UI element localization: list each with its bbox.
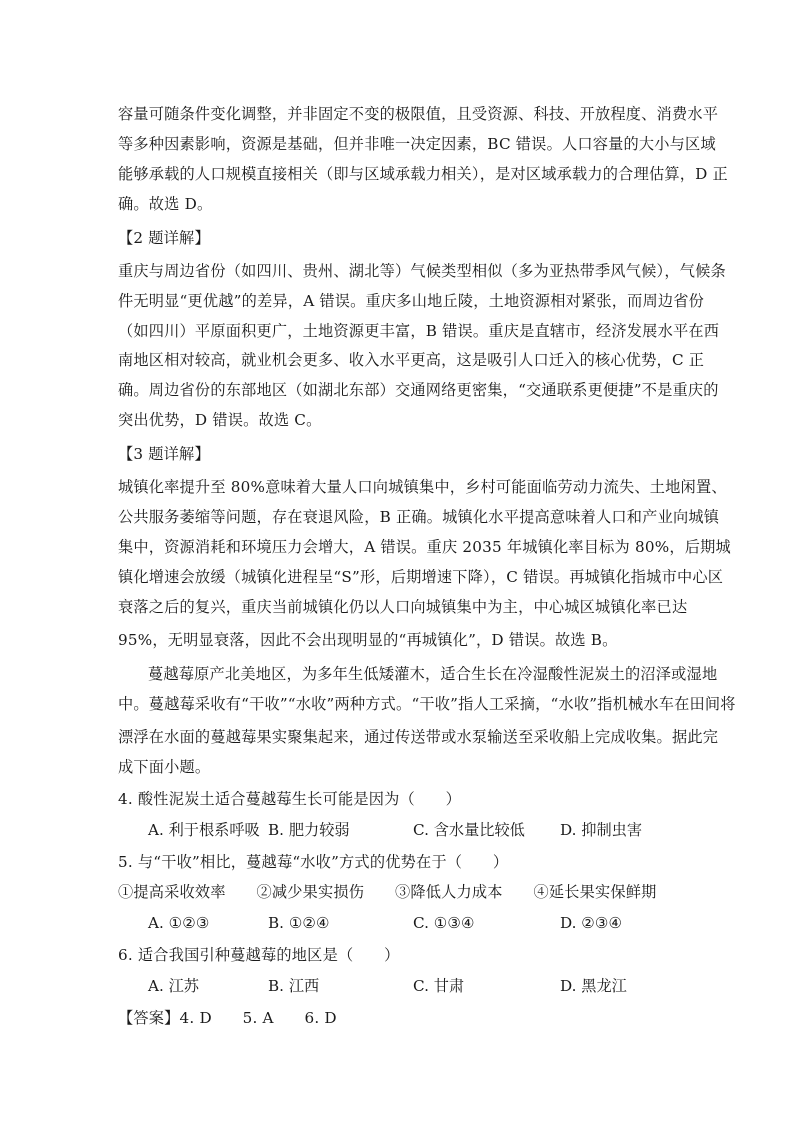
q6-option-c: C. 甘肃 <box>413 977 465 995</box>
explanation-line: 重庆与周边省份（如四川、贵州、湖北等）气候类型相似（多为亚热带季风气候），气候条 <box>118 262 726 280</box>
q6-stem: 6. 适合我国引种蔓越莓的地区是（ ） <box>118 946 400 964</box>
q6-option-d: D. 黑龙江 <box>560 977 627 995</box>
answer-line: 【答案】4. D 5. A 6. D <box>118 1009 337 1027</box>
passage-line: 漂浮在水面的蔓越莓果实聚集起来，通过传送带或水泵输送至采收船上完成收集。据此完 <box>118 728 719 746</box>
explanation-line: 城镇化率提升至 80%意味着大量人口向城镇集中，乡村可能面临劳动力流失、土地闲置、 <box>118 478 727 496</box>
q5-option-c: C. ①③④ <box>413 914 475 932</box>
explanation-line: 衰落之后的复兴，重庆当前城镇化仍以人口向城镇集中为主，中心城区城镇化率已达 <box>118 598 688 616</box>
explanation-line: 容量可随条件变化调整，并非固定不变的极限值，且受资源、科技、开放程度、消费水平 <box>118 105 719 123</box>
q4-option-b: B. 肥力较弱 <box>268 821 350 839</box>
q5-stem: 5. 与“干收”相比，蔓越莓“水收”方式的优势在于（ ） <box>118 853 509 871</box>
explanation-line: 镇化增速会放缓（城镇化进程呈“S”形，后期增速下降），C 错误。再城镇化指城市中心区 <box>118 568 724 586</box>
passage-line: 中。蔓越莓采收有“干收”“水收”两种方式。“干收”指人工采摘，“水收”指机械水车在田间将 <box>118 695 736 713</box>
explanation-line: 能够承载的人口规模直接相关（即与区域承载力相关），是对区域承载力的合理估算，D 正 <box>118 165 728 183</box>
q2-heading: 【2 题详解】 <box>118 229 210 247</box>
explanation-line: 集中，资源消耗和环境压力会增大，A 错误。重庆 2035 年城镇化率目标为 80%，后期城 <box>118 538 731 556</box>
q4-stem: 4. 酸性泥炭土适合蔓越莓生长可能是因为（ ） <box>118 790 462 808</box>
q5-option-d: D. ②③④ <box>560 914 623 932</box>
q5-option-a: A. ①②③ <box>148 914 210 932</box>
explanation-line: 95%，无明显衰落，因此不会出现明显的“再城镇化”，D 错误。故选 B。 <box>118 631 618 649</box>
passage-line: 成下面小题。 <box>118 758 211 776</box>
explanation-line: （如四川）平原面积更广，土地资源更丰富，B 错误。重庆是直辖市，经济发展水平在西 <box>118 322 720 340</box>
explanation-line: 南地区相对较高，就业机会更多、收入水平更高，这是吸引人口迁入的核心优势，C 正 <box>118 351 705 369</box>
explanation-line: 确。周边省份的东部地区（如湖北东部）交通网络更密集，“交通联系更便捷”不是重庆的 <box>118 381 719 399</box>
explanation-line: 等多种因素影响，资源是基础，但并非唯一决定因素，BC 错误。人口容量的大小与区域 <box>118 135 716 153</box>
q6-option-a: A. 江苏 <box>148 977 199 995</box>
q4-option-a: A. 利于根系呼吸 <box>148 821 260 839</box>
explanation-line: 突出优势，D 错误。故选 C。 <box>118 411 322 429</box>
q4-option-c: C. 含水量比较低 <box>413 821 525 839</box>
explanation-line: 公共服务萎缩等问题，存在衰退风险，B 正确。城镇化水平提高意味着人口和产业向城镇 <box>118 508 720 526</box>
q5-option-b: B. ①②④ <box>268 914 330 932</box>
explanation-line: 确。故选 D。 <box>118 195 213 213</box>
q5-statements: ①提高采收效率 ②减少果实损伤 ③降低人力成本 ④延长果实保鲜期 <box>118 883 657 901</box>
q3-heading: 【3 题详解】 <box>118 445 210 463</box>
explanation-line: 件无明显“更优越”的差异，A 错误。重庆多山地丘陵，土地资源相对紧张，而周边省份 <box>118 292 705 310</box>
q6-option-b: B. 江西 <box>268 977 320 995</box>
q4-option-d: D. 抑制虫害 <box>560 821 643 839</box>
passage-line: 蔓越莓原产北美地区，为多年生低矮灌木，适合生长在冷湿酸性泥炭土的沼泽或湿地 <box>148 665 718 683</box>
